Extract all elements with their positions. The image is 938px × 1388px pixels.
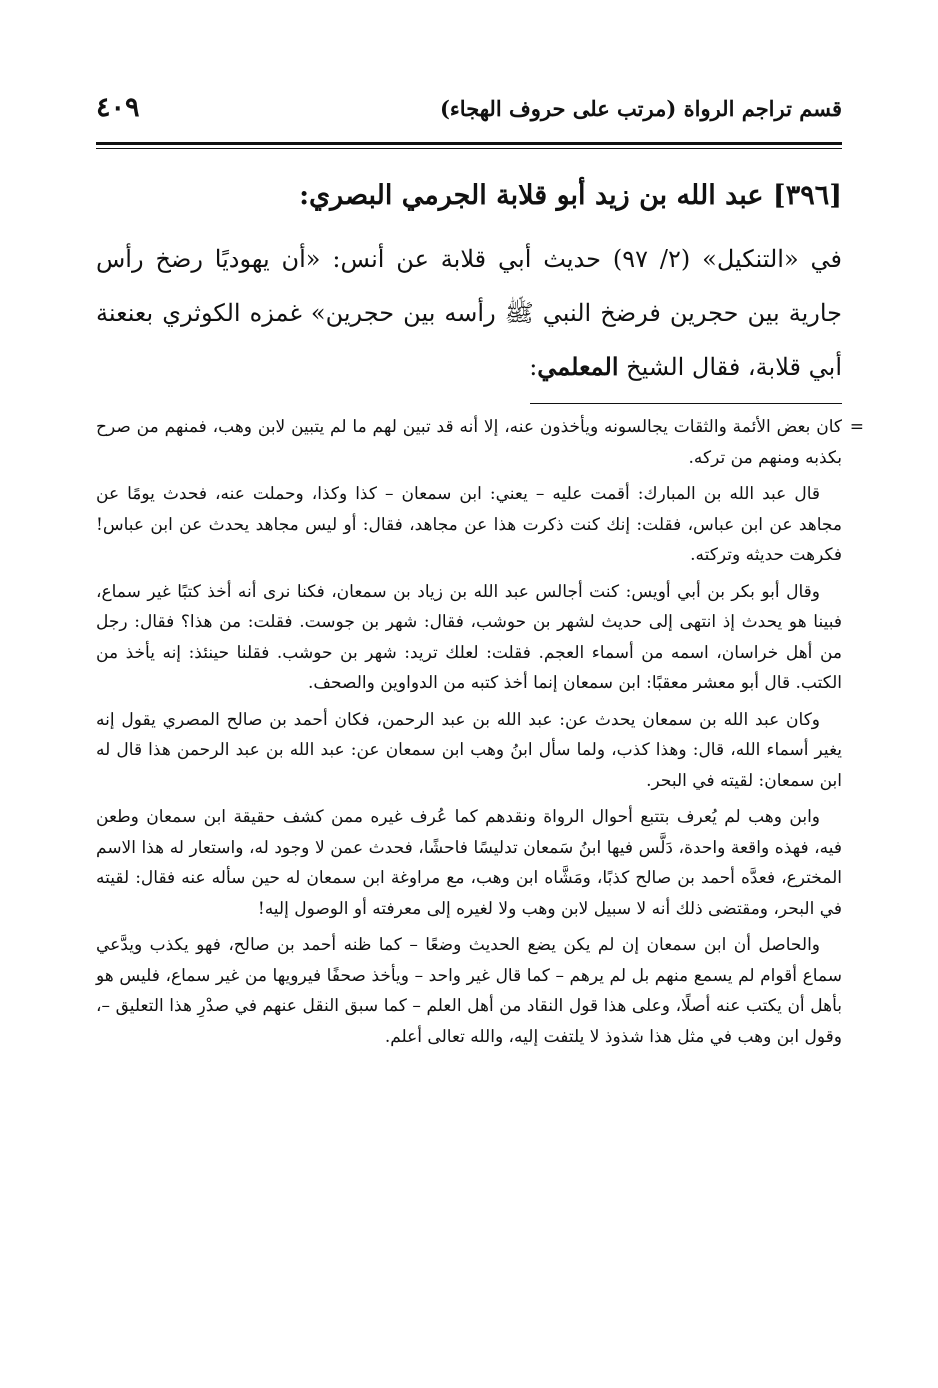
footnote-paragraph: وكان عبد الله بن سمعان يحدث عن: عبد الله بن عبد الرحمن، فكان أحمد بن صالح المصري يقول إنه يغير أسماء الله، قال: وهذا كذب، ولما سأل ابنُ وهب ابن سمعان عن: عبد الله بن عبد الرحمن هذا قال له ابن سمعان: لقيته في البحر. — [96, 709, 842, 791]
footnote-separator — [530, 403, 842, 404]
footnote-block — [96, 412, 864, 1058]
page-header — [96, 92, 842, 132]
running-title: قسم تراجم الرواة (مرتب على حروف الهجاء) — [439, 96, 842, 121]
page-number: ٤٠٩ — [96, 92, 140, 123]
entry-title: [٣٩٦] عبد الله بن زيد أبو قلابة الجرمي البصري: — [299, 180, 842, 211]
footnote-paragraph: وقال أبو بكر بن أبي أويس: كنت أجالس عبد الله بن زياد بن سمعان، فكنا نرى أنه أخذ كتبًا غير سماع، فبينا هو يحدث إذ انتهى إلى حديث لشهر بن حوشب، فقال: شهر بن جوست. فقلت: من هذا؟ فقال: رجل من أهل خراسان، اسمه من أسماء العجم. فقلت: لعلك تريد: شهر بن حوشب. فقلنا حينئذ: إنه يأخذ من الكتب. قال أبو معشر معقبًا: ابن سمعان إنما أخذ كتبه من الدواوين والصحف. — [96, 581, 842, 693]
entry-body-author: المعلمي — [537, 352, 619, 381]
entry-body — [96, 232, 842, 394]
header-rule-thin — [96, 148, 842, 149]
header-rule-thick — [96, 142, 842, 145]
footnote-continuation-mark: = — [849, 417, 864, 437]
footnote-paragraph-text: كان بعض الأئمة والثقات يجالسونه ويأخذون عنه، إلا أنه قد تبين لهم ما لم يتبين لابن وهب، فمنهم من صرح بكذبه ومنهم من تركه. — [96, 417, 842, 468]
entry-body-colon: : — [529, 353, 538, 381]
entry-body-text: في «التنكيل» (٢/ ٩٧) حديث أبي قلابة عن أنس: «أن يهوديًا رضخ رأس جارية بين حجرين فرضخ النبي ﷺ رأسه بين حجرين» غمزه الكوثري بعنعنة أبي قلابة، فقال الشيخ — [96, 245, 843, 381]
footnote-paragraph: والحاصل أن ابن سمعان إن لم يكن يضع الحديث وضعًا – كما ظنه أحمد بن صالح، فهو يكذب ويدَّعي سماع أقوام لم يسمع منهم بل لم يرهم – كما قال غير واحد – ويأخذ صحفًا فيرويها من غير سماع، فليس هو بأهل أن يكتب عنه أصلًا، وعلى هذا قول النقاد من أهل العلم – كما سبق النقل عنهم في صدْرِ هذا التعليق –، وقول ابن وهب في مثل هذا شذوذ لا يلتفت إليه، والله تعالى أعلم. — [96, 935, 842, 1047]
footnote-paragraph: قال عبد الله بن المبارك: أقمت عليه – يعني: ابن سمعان – كذا وكذا، وحملت عنه، فحدث يومًا عن مجاهد عن ابن عباس، فقلت: إنك كنت ذكرت هذا عن مجاهد، فقال: أو ليس مجاهد يحدث عن ابن عباس! فكرهت حديثه وتركته. — [96, 484, 842, 565]
footnote-paragraph — [96, 412, 864, 473]
footnote-paragraph: وابن وهب لم يُعرف بتتبع أحوال الرواة ونقدهم كما عُرف غيره ممن كشف حقيقة ابن سمعان وطعن فيه، فهذه واقعة واحدة، دَلَّس فيها ابنُ سَمعان تدليسًا فاحشًا، فحدث عمن لا وجود له، واستعار له هذا الاسم المخترع، فعدَّه أحمد بن صالح كذبًا، ومَشَّاه ابن وهب، مع مراوغة ابن سمعان له حين سأله عنه فقال: لقيته في البحر، ومقتضى ذلك أنه لا سبيل لابن وهب ولا لغيره إلى معرفته أو الوصول إليه! — [96, 807, 842, 919]
